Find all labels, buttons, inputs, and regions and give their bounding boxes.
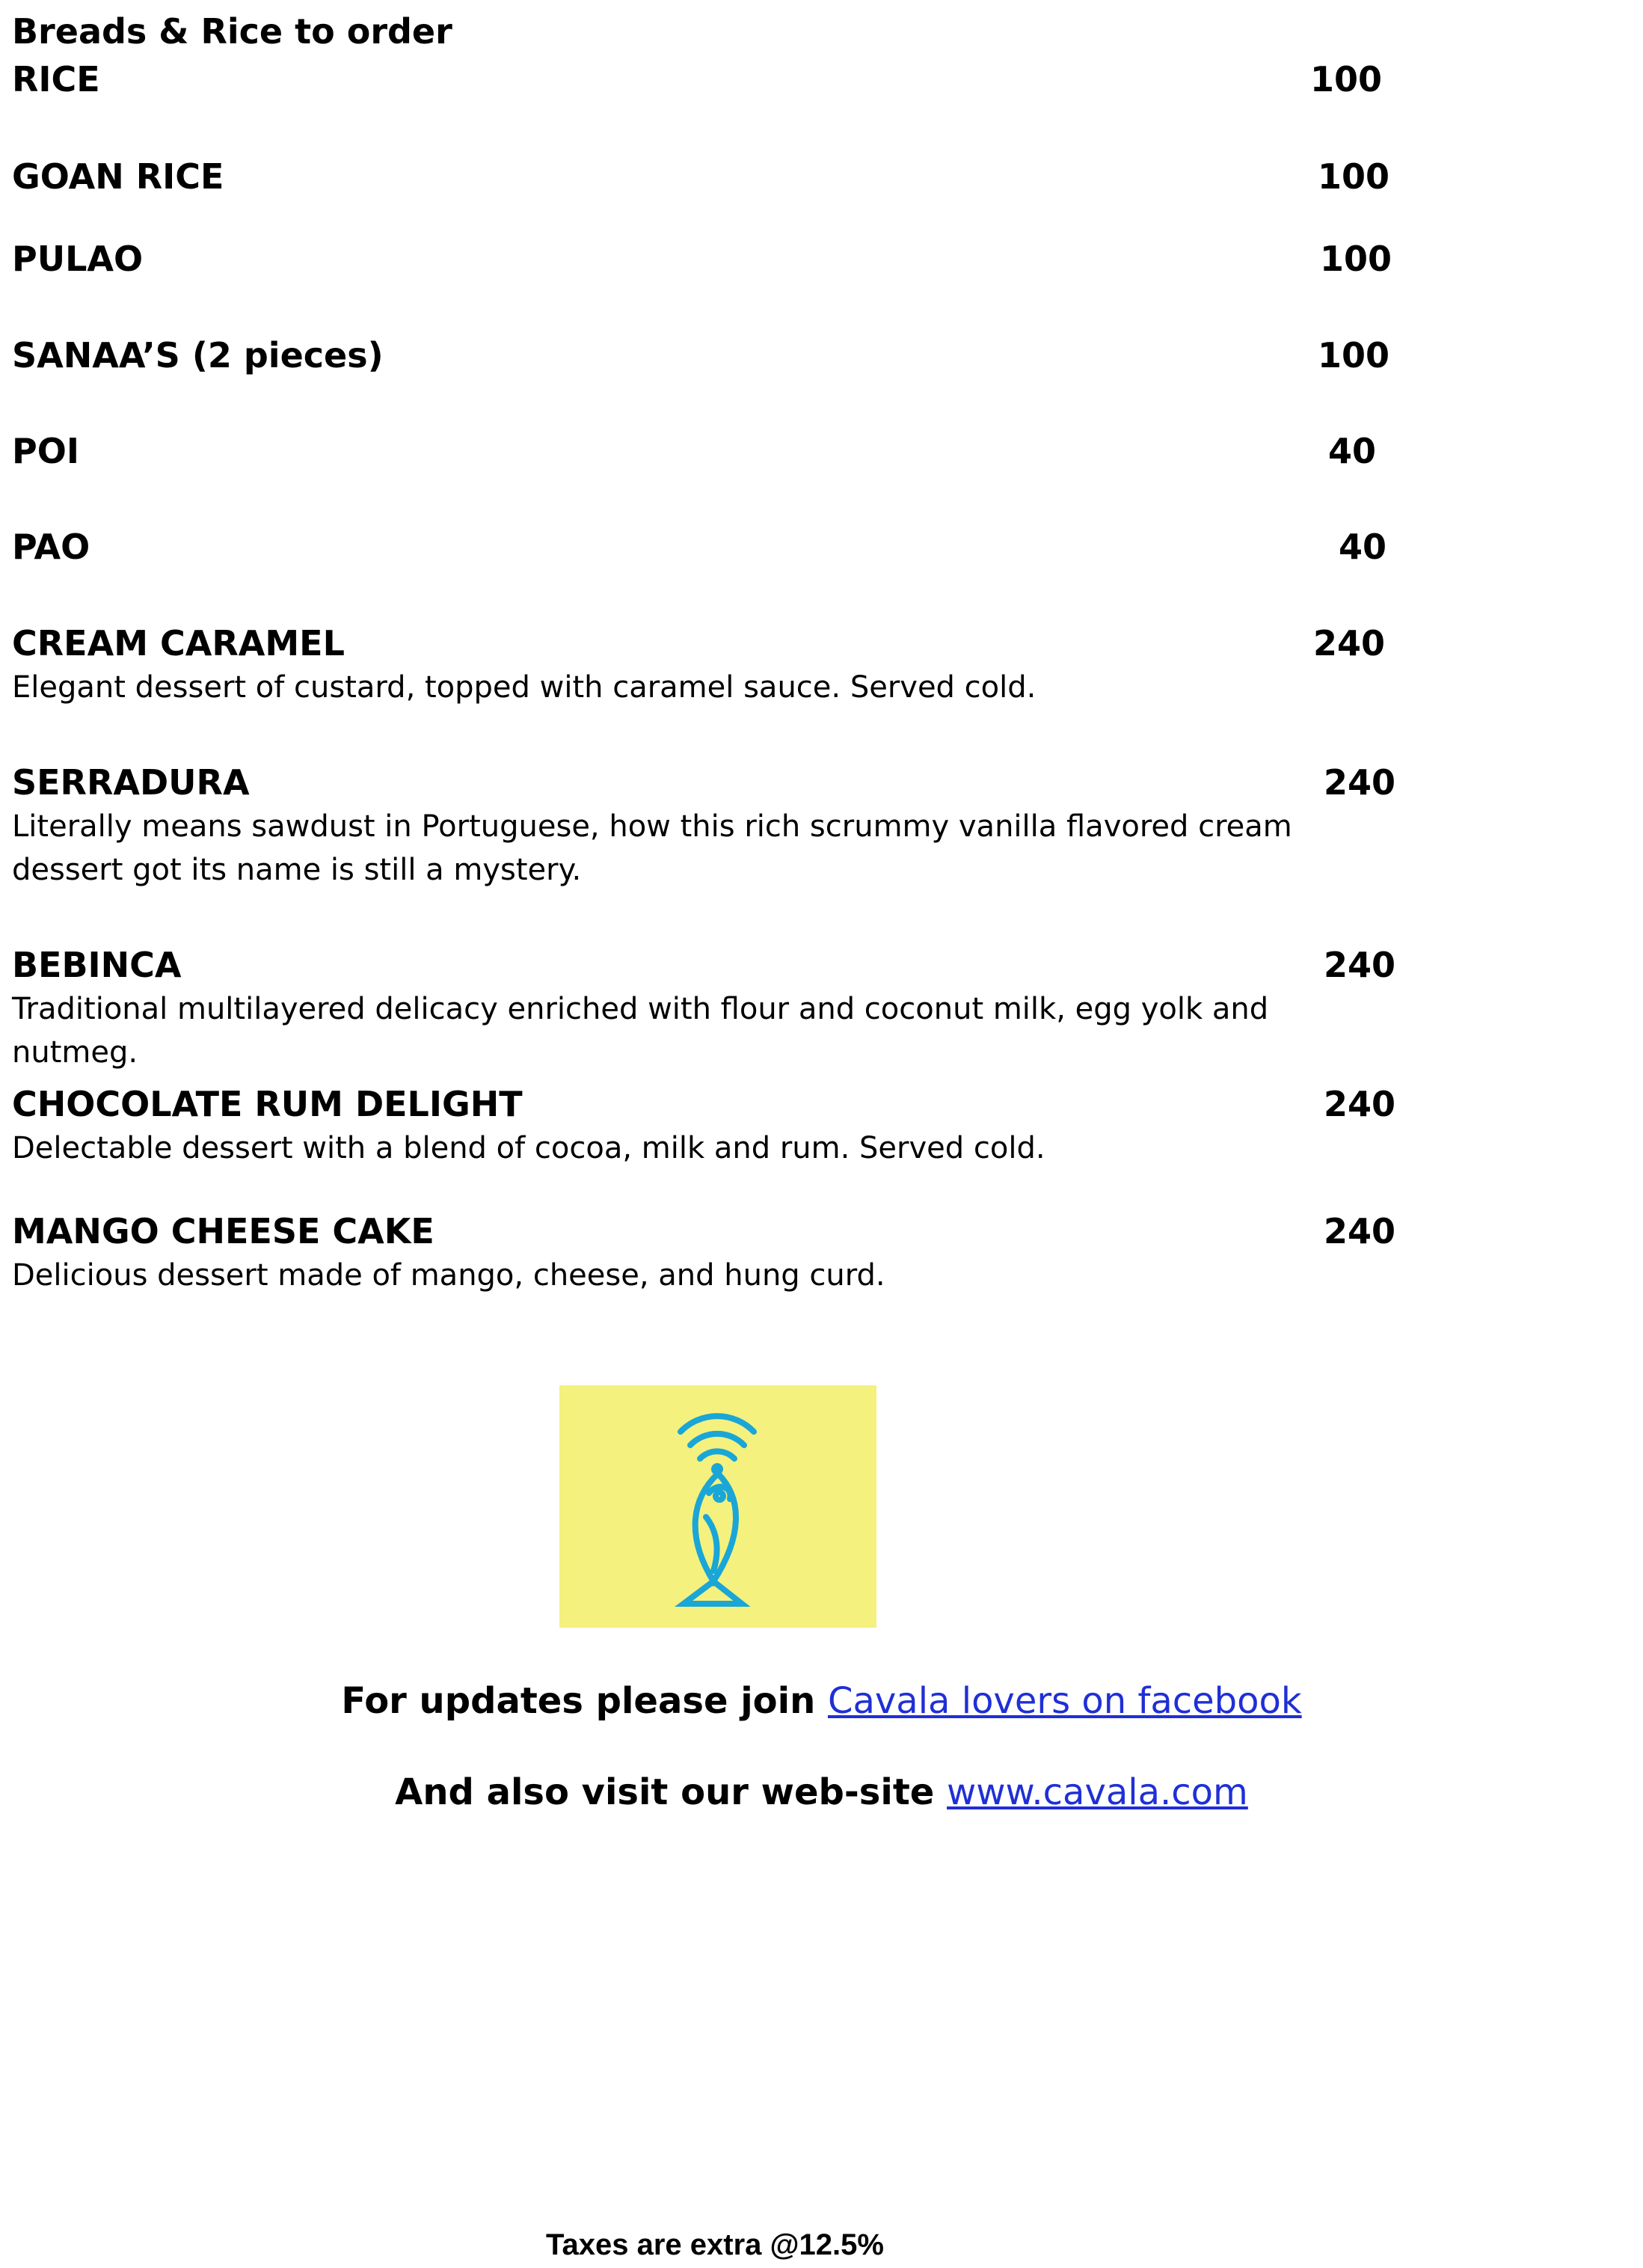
menu-item-name: GOAN RICE xyxy=(12,156,224,197)
menu-item-description: Delectable dessert with a blend of cocoa, milk and rum. Served cold. xyxy=(12,1131,1045,1165)
menu-item-description: Traditional multilayered delicacy enriched with flour and coconut milk, egg yolk and nutmeg. xyxy=(12,992,1269,1070)
menu-item-name: PULAO xyxy=(12,239,144,279)
menu-item-price: 240 xyxy=(1324,1211,1396,1251)
menu-item-price: 100 xyxy=(1318,335,1390,376)
menu-item-name: MANGO CHEESE CAKE xyxy=(12,1211,434,1251)
menu-item-price: 100 xyxy=(1318,156,1390,197)
menu-item-price: 40 xyxy=(1328,431,1377,471)
menu-item-price: 100 xyxy=(1310,59,1383,99)
menu-item-name: SANAA’S (2 pieces) xyxy=(12,335,384,376)
facebook-link[interactable]: Cavala lovers on facebook xyxy=(827,1680,1302,1722)
menu-item-description: Delicious dessert made of mango, cheese, and hung curd. xyxy=(12,1258,885,1293)
facebook-updates-prefix: For updates please join xyxy=(341,1680,828,1722)
taxes-note: Taxes are extra @12.5% xyxy=(546,2228,884,2261)
menu-item-description: Literally means sawdust in Portuguese, how this rich scrummy vanilla flavored cream dessert got its name is still a mystery. xyxy=(12,809,1292,887)
menu-item-price: 100 xyxy=(1320,239,1392,279)
menu-item-name: RICE xyxy=(12,59,100,99)
menu-item-name: CHOCOLATE RUM DELIGHT xyxy=(12,1084,523,1124)
menu-item-name: POI xyxy=(12,431,79,471)
wifi-fish-icon xyxy=(559,1385,876,1628)
menu-item-name: SERRADURA xyxy=(12,762,250,803)
menu-item-name: CREAM CARAMEL xyxy=(12,623,345,663)
cavala-logo xyxy=(559,1385,876,1628)
menu-item-name: BEBINCA xyxy=(12,945,182,985)
menu-item-price: 240 xyxy=(1324,762,1396,803)
website-link[interactable]: www.cavala.com xyxy=(947,1771,1248,1813)
menu-item-price: 40 xyxy=(1339,527,1387,567)
website-line xyxy=(0,1770,1643,1815)
menu-item-price: 240 xyxy=(1324,945,1396,985)
facebook-updates-line xyxy=(0,1679,1643,1723)
website-prefix: And also visit our web-site xyxy=(395,1771,948,1813)
menu-heading: Breads & Rice to order xyxy=(12,11,452,52)
menu-item-description: Elegant dessert of custard, topped with caramel sauce. Served cold. xyxy=(12,670,1037,705)
menu-item-name: PAO xyxy=(12,527,90,567)
menu-item-price: 240 xyxy=(1313,623,1386,663)
menu-item-price: 240 xyxy=(1324,1084,1396,1124)
